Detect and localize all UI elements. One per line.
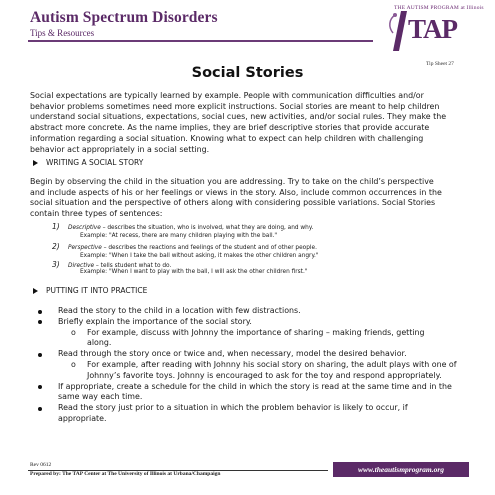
sentence-type-term: Perspective: [68, 245, 102, 251]
intro-line: Social expectations are typically learned by example. People with communication difficulties and/or: [30, 91, 424, 100]
tip-sheet-number: Tip Sheet 27: [426, 61, 454, 67]
list-item-text: Read the story just prior to a situation in which the problem behavior is likely to occur, if: [58, 403, 408, 413]
sentence-type-number: 1): [52, 222, 60, 231]
sentence-type-number: 3): [52, 260, 60, 269]
writing-line: social situation and the perspective of others along with considering possible variations. Social Stories: [30, 198, 436, 208]
intro-line: information regarding a social situation. Knowing what to expect can help children with challenging: [30, 133, 424, 143]
list-item-continuation: appropriate.: [58, 413, 107, 423]
practice-bullet-list: [38, 306, 478, 425]
section-heading-practice: [33, 286, 147, 295]
tap-logo: [384, 5, 484, 57]
sentence-type-desc: – tells student what to do.: [94, 263, 172, 269]
list-item: [38, 317, 478, 328]
sentence-type-number: 2): [52, 242, 60, 251]
sentence-type-desc: – describes the situation, who is involved, what they are doing, and why.: [100, 225, 314, 231]
revision-label: Rev 0612: [30, 462, 52, 468]
sentence-type-example: Example: "At recess, there are many children playing with the ball.": [80, 233, 278, 239]
list-item: [38, 349, 478, 360]
sentence-type-item: [52, 260, 171, 269]
document-header-subtitle: Tips & Resources: [30, 28, 95, 38]
bullet-dot-icon: [38, 407, 42, 411]
intro-line: understand social situations, expectations, social cues, new activities, and/or social rules. They make the: [30, 112, 447, 122]
sentence-type-example: Example: "When I want to play with the ball, I will ask the other children first.": [80, 269, 308, 275]
bullet-dot-icon: [38, 320, 42, 324]
intro-line: abstract more concrete. As the name implies, they are brief descriptive stories that provide accurate: [30, 123, 430, 133]
prepared-by-credit: Prepared by: The TAP Center at The University of Illinois at Urbana/Champaign: [30, 471, 221, 477]
intro-paragraph: [30, 91, 478, 155]
writing-line: and include aspects of his or her feelings or views in the story. Also, include common occurrences in the: [30, 187, 442, 197]
sub-list-item-continuation: Johnny’s favorite toys. Johnny is encouraged to ask for the toy and respond appropriately.: [87, 370, 442, 380]
intro-line: behavior act appropriately in a social setting.: [30, 144, 210, 154]
section-heading-label: PUTTING IT INTO PRACTICE: [46, 286, 148, 295]
intro-line: behavior problems sometimes need more explicit instructions. Social stories are meant to help children: [30, 101, 440, 111]
footer-url-link[interactable]: www.theautismprogram.org: [358, 465, 444, 474]
section-heading-label: WRITING A SOCIAL STORY: [46, 158, 144, 167]
sentence-type-term: Descriptive: [68, 225, 101, 231]
bullet-dot-icon: [38, 310, 42, 314]
sub-list-item: [38, 328, 478, 339]
sub-bullet-marker: o: [71, 327, 76, 337]
list-item-text: If appropriate, create a schedule for the child in which the story is read at the same time and in the: [58, 381, 452, 391]
section-heading-writing: [33, 158, 143, 167]
sub-list-item: [38, 360, 478, 371]
sentence-type-item: [52, 222, 313, 231]
sentence-type-desc: – describes the reactions and feelings of the student and of other people.: [101, 245, 317, 251]
list-item: [38, 382, 478, 393]
sub-list-item-text: For example, after reading with Johnny his social story on sharing, the adult plays with one of: [87, 359, 457, 369]
sub-list-item-text: For example, discuss with Johnny the importance of sharing – making friends, getting: [87, 327, 425, 337]
list-item-continuation: same way each time.: [58, 392, 143, 402]
header-divider: [28, 40, 373, 42]
sentence-type-term: Directive: [68, 263, 95, 269]
sub-list-item-continuation: along.: [87, 338, 112, 348]
sentence-type-example: Example: "When I take the ball without asking, it makes the other children angry.": [80, 253, 319, 259]
tap-logo-wordmark: TAP: [408, 14, 457, 44]
list-item-text: Read the story to the child in a location with few distractions.: [58, 306, 301, 315]
sub-bullet-marker: o: [71, 359, 76, 369]
page-title: Social Stories: [191, 65, 304, 81]
triangle-bullet-icon: [33, 160, 38, 166]
list-item-text: Read through the story once or twice and, when necessary, model the desired behavior.: [58, 349, 407, 359]
tap-logo-caption: THE AUTISM PROGRAM at Illinois: [394, 5, 484, 11]
writing-line: contain three types of sentences:: [30, 209, 163, 219]
list-item: [38, 403, 478, 414]
triangle-bullet-icon: [33, 288, 38, 294]
sentence-type-item: [52, 242, 317, 251]
writing-paragraph: [30, 177, 478, 220]
bullet-dot-icon: [38, 353, 42, 357]
bullet-dot-icon: [38, 385, 42, 389]
list-item: [38, 306, 478, 317]
list-item-text: Briefly explain the importance of the social story.: [58, 316, 252, 326]
document-header-title: Autism Spectrum Disorders: [30, 9, 218, 26]
writing-line: Begin by observing the child in the situation you are addressing. Try to take on the child’s perspective: [30, 177, 434, 186]
